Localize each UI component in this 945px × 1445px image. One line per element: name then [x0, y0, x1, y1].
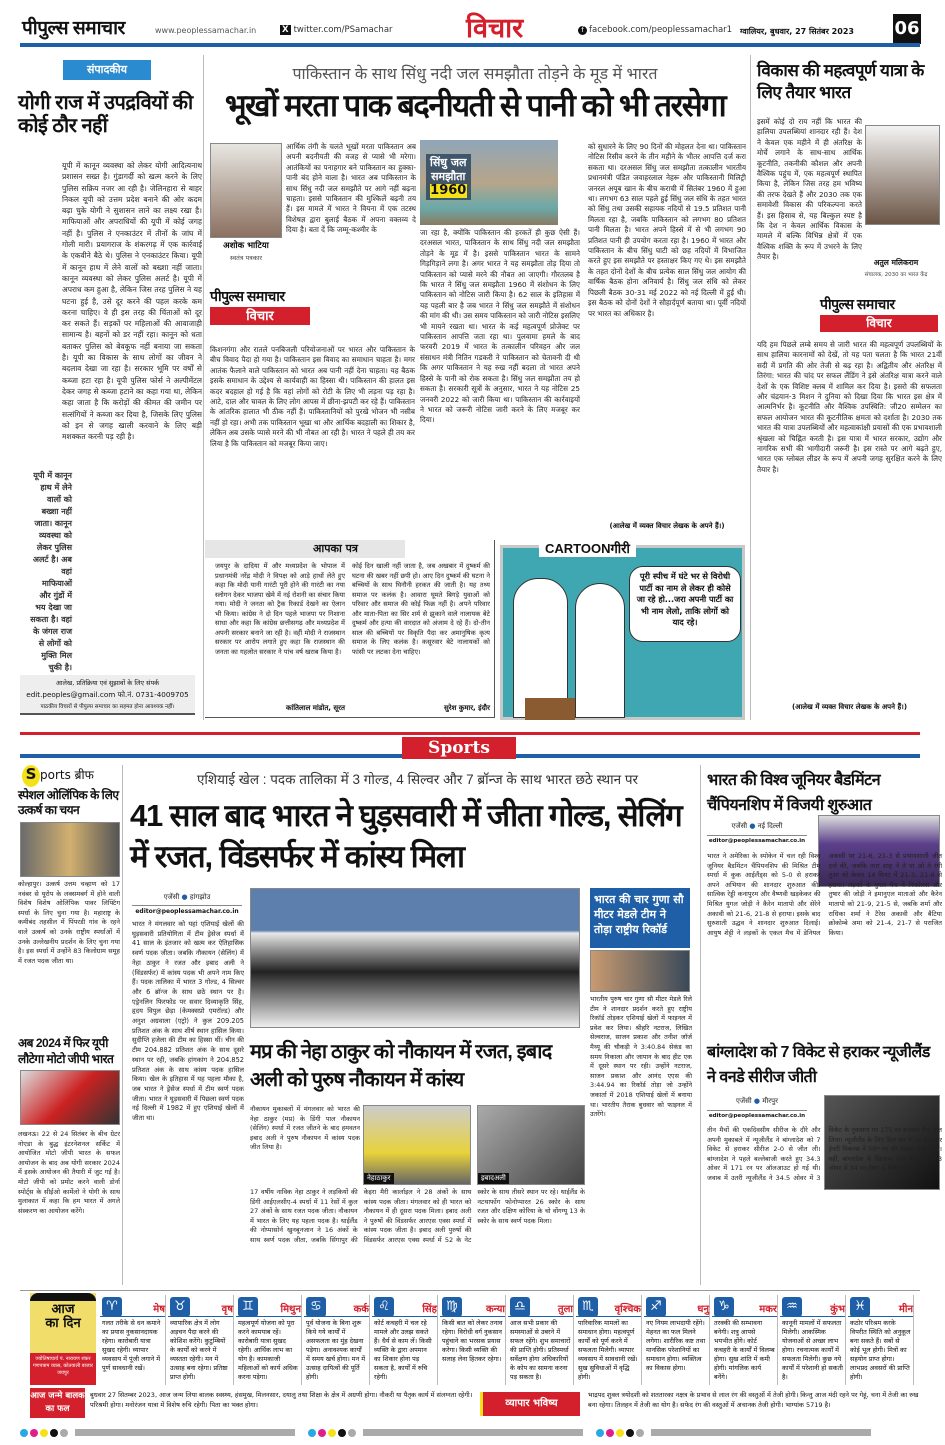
horoscope-sign: [848, 1295, 914, 1385]
right-body-2: यदि हम पिछले लम्बे समय से जारी भारत की महत्वपूर्ण उपलब्धियों के साथ हालिया कारनामों को देखें, तो यह पता चलता है कि भारत 21वीं सदी में प्रगति की ओर तेजी से बढ़ रहा है। अद्वितीय और अंतरिक्ष में तिरंगा: भारत की चांद पर सफल लैंडिंग ने इसे अंतरिक्ष यात्रा करने वाले देशों के एक विशिष्ट क्लब में शामिल कर दिया है। इसरो की सफलता और चंद्रयान-3 मिशन ने दुनिया को दिखा दिया कि भारत इस क्षेत्र में आत्मनिर्भर है। कूटनीति और वैश्विक उपस्थिति: जी20 सम्मेलन का सफल आयोजन भारत की कूटनीतिक क्षमता को दर्शाता है। 2030 तक भारत की यात्रा उपलब्धियों और महत्वाकांक्षी प्रयासों की एक प्रभावशाली श्रृंखला को चिह्नित करती है। इस यात्रा में भारत सरकार, उद्योग और नागरिक सभी की भागीदारी जरूरी है। इस रास्ते पर आगे बढ़ते हुए, भारत एक ग्लोबल लीडर के रूप में अपनी जगह सुरक्षित करने के लिए तैयार है।: [757, 340, 942, 474]
horoscope-sign: [168, 1295, 234, 1385]
masthead-logo: पीपुल्स समाचार: [22, 18, 125, 39]
sign-text: कानूनी मामलों में सफलता मिलेगी। आकस्मिक योजनाओं से अच्छा लाभ होगा। रचनात्मक कार्यों में सफलता मिलेगी। कुछ नये कार्यों में परेशानी हो सकती है।: [782, 1319, 843, 1381]
brief2-body: लखनऊ। 22 से 24 सितंबर के बीच ग्रेटर नोएडा के बुद्ध इंटरनेशनल सर्किट में आयोजित मोटो जीपी भारत के सफल आयोजन के बाद अब योगी सरकार 2024 में इसके आयोजन की तैयारी में जुट गई है। मोटो जीपी को प्रमोट करने वाली डोर्ना स्पोर्ट्स के सीईओ कार्मेलो ने योगी के साथ मुलाकात में कहा कि हम भारत में अगले संस्करण का आयोजन करेंगे।: [18, 1130, 120, 1215]
letter-1: जयपुर के दादिया में और मध्यप्रदेश के भोपाल में प्रधानमंत्री नरेंद्र मोदी ने विपक्ष को आड़े हाथों लेते हुए कहा कि मोदी यानी गारंटी पूरी होने की गारंटी का नया स्लोगन देकर भाजपा खेमे में नई रोशनी का संचार किया गया। मोदी ने जनता को ट्रैक रिकार्ड देखने का ऐलान भी किया। कांग्रेस ने दो दिन पहले भाजपा पर निशाना साधा और कहा कि कांग्रेस छत्तीसगढ़ और मध्यप्रदेश में अपनी सरकार बनाने जा रही है। वहीं मोदी ने राजस्थान सरकार पर आरोप लगाते हुए कहा कि राजस्थान की जनता का गहलोत सरकार ने पांच वर्ष खराब किया है।: [215, 562, 345, 656]
image-label-1: सिंधु जल: [430, 156, 467, 169]
page-number: 06: [893, 14, 921, 44]
lead-col3: को सुधारने के लिए 90 दिनों की मोहलत देना था। पाकिस्तान नोटिस रिसीव करने के तीन महीने के भीतर आपत्ति दर्ज करा सकता था। दरअसल सिंधु जल समझौता तत्कालीन भारतीय प्रधानमंत्री पंडित जवाहरलाल नेहरू और पाकिस्तानी मिलिट्री जनरल अयूब खान के बीच कराची में सितंबर 1960 में हुआ था। लगभग 63 साल पहले हुई सिंधु जल संधि के तहत भारत को सिंधु तथा उसकी सहायक नदियों से 19.5 प्रतिशत पानी मिलता रहा है, जबकि पाकिस्तान को लगभग 80 प्रतिशत पानी मिलता है। भारत अपने हिस्से में से भी लगभग 90 प्रतिशत पानी ही उपयोग करता रहा है। 1960 में भारत और पाकिस्तान के बीच सिंधु घाटी को छह नदियों में विभाजित करते हुए इस समझौते पर हस्ताक्षर किए गए थे। इस समझौते के तहत दोनों देशों के बीच प्रत्येक साल सिंधु जल आयोग की वार्षिक बैठक होना अनिवार्य है। सिंधु जल संधि को लेकर पिछली बैठक 30-31 मई 2022 को नई दिल्ली में हुई थी। इस बैठक को दोनों देशों ने सौहार्दपूर्ण बताया था। पूर्वी नदियों पर भारत का अधिकार है।: [588, 142, 746, 318]
child-label: आज जन्मे बालक का फल: [30, 1388, 85, 1418]
brief-label: ports ब्रीफ: [40, 768, 94, 782]
zodiac-icon: ♏: [578, 1297, 598, 1317]
horoscope-sign: [440, 1295, 506, 1385]
indus-river-image: [420, 140, 558, 225]
sign-name: वृष: [168, 1295, 233, 1317]
author-role: स्वतंत्र पत्रकार: [229, 254, 263, 262]
agency: एजेंसी: [731, 822, 748, 830]
horoscope-sign: [508, 1295, 574, 1385]
website-link[interactable]: www.peoplessamachar.in: [155, 26, 257, 35]
horoscope-sign: [712, 1295, 778, 1385]
child-text: बुधवार 27 सितम्बर 2023, आज जन्म लिया बालक स्वस्थ्य, हंसमुख, मिलनसार, दयालु तथा शिक्षा के क्षेत्र में अग्रणी होगा। नौकरी या पैतृक कार्य में संलग्नता रहेगी। परिश्रमी होगा। मनोरंजन यात्रा में विशेष रुचि रहेगी। पिता का भक्त होगा।: [90, 1391, 473, 1409]
horoscope-sign: [576, 1295, 642, 1385]
badminton-email[interactable]: editor@peoplessamachar.co.in: [707, 835, 807, 844]
image-year: 1960: [430, 183, 467, 198]
sign-text: तरक्की की सम्भावना बनेगी। शत्रु आपसे भयभीत होंगे। कोर्ट कचहरी के कार्यों में विलम्ब होगा। सुख शांति में कमी होगी। मांगलिक कार्य बनेंगे।: [714, 1319, 775, 1381]
zodiac-icon: ♈: [102, 1297, 122, 1317]
ibad-photo: [477, 1105, 585, 1185]
right-author-name: अतुल मलिकराम: [873, 258, 919, 267]
sign-name: तुला: [508, 1295, 573, 1317]
cartoon-panel: [500, 541, 745, 720]
horoscope-sign: [644, 1295, 710, 1385]
column-divider: [750, 55, 751, 720]
facebook-icon: f: [578, 26, 587, 35]
editorial-body: यूपी में कानून व्यवस्था को लेकर योगी आदित्यनाथ प्रशासन सख्त है। गुंडागर्दी को खत्म करने के लिए पुलिस सक्रिय नजर आ रही है। जेलिनहारा से बाहर निकल यूपी को उत्तम प्रदेश बनाने की ओर कदम बढ़ा चुके योगी ने सुशासन लाने का लक्ष्य रखा है। माफियाओं और अपराधियों की यूपी में कोई जगह नहीं है। पुलिस ने एनकाउंटर में तीनों के जांघ में गोली मारी। प्रयागराज के शंकरगढ़ में एक कार्रवाई के एकवीने बैठे थे। पुलिस ने एनकाउंटर किया। यूपी में कानून हाथ में लेने वालों को बख्शा नहीं जाता। कानून व्यवस्था को लेकर पुलिस अलर्ट है। यूपी में अपराध कम हुआ है, लेकिन जिस तरह पुलिस ने यह घटना हुई है, उसे दूर करने की पहल करके कम करना चाहिए। वे ही इस तरह की चिंताओं को दूर कर सकते हैं। सड़कों पर महिलाओं की आवाजाही सामान्य है। बहनों को डर नहीं रहा। कानून को धता बताकर पुलिस को बेवकूफ नहीं बनाया जा सकता है। यूपी का विकास के साथ लोगों का जीवन ने बदलाव देखा जा रहा है। सरकार भूमि पर वर्षों से कब्जा हटा रहा है। यूपी पुलिस फोर्स ने अल्पीमेंटल देकर जगह से कब्जा हटाने का कहा गया था, लेकिन कहा जाता है कि करोड़ों की कीमत की जमीन पर सत्संगियों ने कब्जा कर दिया है, जिसके लिए पुलिस को इन से जगह खाली करवाने के लिए बड़ी मशक्कत करनी पड़ रही है।: [62, 161, 202, 442]
agency: एजेंसी: [163, 893, 180, 901]
column-divider: [122, 765, 123, 1285]
sports-kicker: एशियाई खेल : पदक तालिका में 3 गोल्ड, 4 सिल्वर और 7 ब्रॉन्ज के साथ भारत छठे स्थान पर: [196, 772, 639, 787]
sports-section-label: Sports: [402, 737, 516, 759]
lead-headline: भूखों मरता पाक बदनीयती से पानी को भी तरसेगा: [224, 88, 726, 123]
x-icon: X: [282, 25, 289, 35]
ibad-caption: इबादअली: [478, 1173, 509, 1184]
right-headline: विकास की महत्वपूर्ण यात्रा के लिए तैयार भारत: [757, 61, 924, 102]
brief-s: S: [22, 765, 40, 787]
zodiac-icon: ♍: [442, 1297, 462, 1317]
speech-bubble: पूरी स्पीच में घंटे भर से विरोधी पार्टी का नाम ले लेकर ही कोसे जा रहे हो...जरा अपनी पार्टी का भी नाम लेलो, ताकि लोगों को याद रहे।: [629, 566, 741, 642]
letter-2: कोई दिन खाली नहीं जाता है, जब अखबार में दुष्कर्म की घटना की खबर नहीं छपी हो। आए दिन दुष्कर्म की घटना ने बच्चियों के साथ घिनौनी हरकत की जाती है। यह तथ्य समाज पर कलंक है। आवारा घूमते बिगड़े युवाओं को परिवार और समाज की कोई फिक्र नहीं है। अपने परिवार और माता-पिता का सिर शर्म से झुकाने वाले नालायक बेटे दुष्कर्म और हत्या की वारदात को अंजाम दे रहे हैं। दो-तीन साल की बच्चियों पर विकृति पैदा कर अमानुषिक कृत्य समाज के लिए कलंक है। कसूरवार बेटे नालायकों को फांसी पर लटका देना चाहिए।: [352, 562, 490, 656]
weightlifting-photo: [20, 822, 120, 877]
cricket-headline: बांग्लादेश को 7 विकेट से हराकर न्यूजीलैंड ने वनडे सीरीज जीती: [707, 1044, 930, 1086]
sign-text: किसी बात को लेकर तनाव रहेगा। विरोधी वर्ग नुकसान पहुंचाने का भरसक प्रयास करेगा। किसी व्यक्ति की सलाह लेना हितकर रहेगा।: [442, 1319, 503, 1363]
badminton-dateline: एजेंसी ● नई दिल्ली: [731, 822, 783, 830]
column-divider: [203, 55, 204, 720]
city: मीरपुर: [762, 1097, 778, 1105]
zodiac-icon: ♒: [782, 1297, 802, 1317]
badge-logo: पीपुल्स समाचार: [820, 296, 895, 312]
sign-name: कन्या: [440, 1295, 505, 1317]
sign-text: आज सभी प्रकार की समस्याओं से उबरने में सफल रहेंगे। शुभ समाचारों की प्राप्ति होगी। प्रतिस्पर्धा सर्वेक्षण होगा अधिकारियों के कोप का सामना करना पड़ सकता है।: [510, 1319, 571, 1381]
sign-text: नए नियम लाभदायी रहेंगे। मेहनत का फल मिलने लगेगा। शारीरिक कष्ट तथा मानसिक परेशानियों का समाधान होगा। व्यक्तित्व का विकास होगा।: [646, 1319, 706, 1372]
horoscope-sign: [304, 1295, 370, 1385]
badge-logo: पीपुल्स समाचार: [210, 288, 285, 304]
author-photo-right: [865, 125, 940, 225]
editorial-pullquote: यूपी में कानून हाथ में लेने वालों को बख्शा नहीं जाता। कानून व्यवस्था को लेकर पुलिस अलर्ट है। अब वहां माफियाओं और गुंडों में भय देखा जा सकता है। वहां के जंगल राज से लोगों को मुक्ति मिल चुकी है।: [30, 471, 72, 672]
sign-name: कर्क: [304, 1295, 369, 1317]
contact-email[interactable]: edit.peoples@gmail.com फो.नं. 0731-4009705: [26, 690, 189, 699]
cartoon-title: CARTOONगीरी: [539, 539, 636, 557]
disclaimer: पाठकीय विचारों से पीपुल्स समाचार का सहमत होना आवश्यक नहीं।: [40, 704, 175, 710]
neha-caption: नेहाठाकुर: [364, 1173, 394, 1184]
cricket-body: तीन मैचों की एकदिवसीय सीरीज के दौरे और अपनी मुकाबले में न्यूजीलैंड ने बांग्लादेश को 7 विकेट से हराकर सीरीज 2-0 से जीत ली। बांग्लादेश ने पहले बल्लेबाजी करते हुए 34.3 ओवर में 171 रन पर ऑलआउट हो गई थी। जवाब में उतरी न्यूजीलैंड ने 34.5 ओवर में 3 विकेट के नुकसान पर 175 रन बनाकर मैच जीत लिया। न्यूजीलैंड के लिए विल यंग ने 70 रन और हेनरी निकल्स ने 50* रन की नाबाद पारी खेली। वहीं, बांग्लादेश के खिलाफ ऐडम मिल्न ने 6.3 ओवर में 34 रन देकर 4 विकेट लिए।: [707, 1126, 942, 1182]
badge-label: विचार: [210, 307, 310, 325]
facebook-handle: facebook.com/peoplessamachar1: [589, 25, 733, 35]
lead-footer: (आलेख में व्यक्त विचार लेखक के अपने हैं।): [609, 522, 725, 530]
contact-box: [20, 675, 195, 715]
facebook-link[interactable]: [578, 25, 732, 35]
sign-name: मिथुन: [236, 1295, 301, 1317]
right-author-role: संचालक, 2030 का भारत केंद्र: [864, 272, 928, 278]
sign-text: कठोर परिश्रम करके विपरीत स्थिति को अनुकूल बना सकते हैं। सबों से कोई भूल होगी। मित्रों का सहयोग प्राप्त होगा। लाभप्रद अवसरों की प्राप्ति होगी।: [850, 1319, 911, 1381]
vichar-badge-right: [820, 295, 938, 332]
aaj-ka-din-box: [30, 1293, 96, 1385]
sign-name: मीन: [848, 1295, 913, 1317]
aaj-ka-din-title: आज का दिन: [45, 1302, 81, 1331]
horoscope-sign: [236, 1295, 302, 1385]
letter-1-signature: कांतिलाल मांडोत, सूरत: [286, 704, 345, 712]
cartoon-politician-2: [575, 583, 625, 718]
twitter-link[interactable]: [280, 25, 393, 35]
box-top: [30, 1293, 96, 1301]
author-photo: [210, 143, 282, 238]
sports-email[interactable]: editor@peoplessamachar.co.in: [132, 905, 242, 915]
lead-col1: आर्थिक तंगी के चलते भूखों मरता पाकिस्तान अब अपनी बदनीयती की वजह से प्यासे भी मरेगा। आतंकियों का पनाहगार बने पाकिस्तान का हुक्का-पानी बंद होने वाला है। भारत अब पाकिस्तान के साथ सिंधु नदी जल समझौते पर आगे नहीं बढ़ना चाहता। इससे पाकिस्तान की मुश्किलें बढ़नी तय हैं। इस मामले में भारत ने वियना में एक तटस्थ विशेषज्ञ द्वारा बुलाई बैठक में अपना वक्तव्य दे दिया है। बता दें कि जम्मू-कश्मीर के: [286, 142, 416, 235]
cricket-email[interactable]: editor@peoplessamachar.co.in: [707, 1110, 807, 1119]
sports-headline: 41 साल बाद भारत ने घुड़सवारी में जीता गोल्ड, सेलिंग में रजत, विंडसर्फर में कांस्य मिला: [130, 798, 682, 874]
agency: एजेंसी: [736, 1097, 752, 1105]
business-label: व्यापार भविष्य: [480, 1392, 580, 1416]
astrologer-credit: ज्योतिषाचार्य पं. नारायण शंकर गणपत्राम व्यास, कोतवाली बाजार जयपुर: [30, 1353, 96, 1385]
header-rule: [20, 43, 920, 47]
city: नई दिल्ली: [757, 822, 783, 830]
zodiac-icon: ♐: [646, 1297, 666, 1317]
sign-text: पूर्व योजना के बिना शुरू किये गये कार्यों में असफलता का मुंह देखना पड़ेगा। अनावश्यक कार्यों में समय खर्च होगा। मन में उत्साह दायित्वों की पूर्ति होगी।: [306, 1319, 366, 1381]
motogp-photo: [20, 1070, 120, 1125]
lead-kicker: पाकिस्तान के साथ सिंधु नदी जल समझौता तोड़ने के मूड में भारत: [292, 66, 658, 83]
section-title: विचार: [466, 13, 524, 43]
badminton-headline: भारत की विश्व जूनियर बैडमिंटन चैंपियनशिप में विजयी शुरुआत: [707, 772, 881, 814]
city: हांगझोउ: [189, 893, 211, 901]
zodiac-icon: ♓: [850, 1297, 870, 1317]
print-registration-marks: [20, 1422, 925, 1432]
neha-photo: [363, 1105, 471, 1185]
cricket-dateline: एजेंसी ● मीरपुर: [736, 1097, 778, 1105]
editorial-tag: संपादकीय: [63, 60, 151, 80]
medley-headline: भारत की चार गुणा सौ मीटर मेडले टीम ने तोड़ा राष्ट्रीय रिकॉर्ड: [590, 888, 690, 948]
letter-2-signature: सुरेश कुमार, इंदौर: [444, 704, 490, 712]
sign-name: वृश्चिक: [576, 1295, 641, 1317]
zodiac-icon: ♌: [374, 1297, 394, 1317]
badminton-body: भारत ने अमेरिका के स्पोकेन में चल रही विश्व जूनियर बैडमिंटन चैंपियनशिप की मिश्रित टीम स्पर्धा में कुक आईलैंड्स को 5-0 से हराकर अपने अभियान की शानदार शुरुआत की। सात्विक रेड्डी कनापुरम और वैष्णवी खड़केकर की मिश्रित युगल जोड़ी ने कैरेन मातापो और सेरेने अकावी को 21-6, 21-8 से हराया। इसके बाद सुरुशाती उद्धव ने शानदार शुरुआत दिलाई। आयुष शेट्टी ने लड़कों के एकल मैच में डेनियल अकावी पर 21-6, 21-3 से प्रभावशाली जीत दर्ज की, जबकि तारा शाह ने ते पा ओ ते रंगी तुआ को केवल 14 मिनट में 21-3, 21-6 से हराया। लड़कों के युगल मैच में निकोलस और तुषार की जोड़ी ने इमानुएल माताओ और कैरेन मातापो को 21-9, 21-5 से, जबकि शर्मा और राधिका शर्मा ने टैरेस अकावी और बैटिया क्रोकोम्बे अमा को 21-4, 21-7 से पराजित किया।: [707, 852, 942, 937]
sports-brief-label: [22, 765, 94, 787]
horoscope-rule: [20, 1290, 920, 1291]
lead-col1b: किशनगंगा और रातले पनबिजली परियोजनाओं पर भारत और पाकिस्तान के बीच विवाद पैदा हो गया है। पाकिस्तान इस विवाद का समाधान चाहता है। मगर आतंक फैलाने वाले पाकिस्तान को भारत अब पानी नहीं देना चाहता। यह बैठक इसके समाधान के उद्देश्य से कार्यवाही का हिस्सा थी। पाकिस्तान की हालत इस कदर बदहाल हो गई है कि वहां लोगों को रोटी के लिए भी लड़ना पड़ रहा है। आटे, दाल और चावल के लिए लोग आपस में छीना-झपटी कर रहे हैं। पाकिस्तान के आंतरिक हालात भी ठीक नहीं हैं। पाकिस्तानियों को पुरखे भोजन भी नसीब नहीं हो रहा। अभी तक पाकिस्तान भूखा था और आर्थिक बदहाली का शिकार है, लेकिन अब उसके प्यासे मरने की भी नौबत आ रही है। भारत ने पहले ही तय कर लिया है कि पाकिस्तान को मजबूर किया जाए।: [210, 345, 415, 448]
zodiac-icon: ♋: [306, 1297, 326, 1317]
sign-text: गलत तरीके से धन कमाने का प्रयास नुकसानदायक रहेगा। कारोबारी यात्रा सुखद रहेगी। व्यापार व्यवसाय में पूंजी लगाने में पूर्ण सावधानी रखें।: [102, 1319, 161, 1372]
swimmers-photo: [590, 950, 690, 992]
sign-text: महत्वपूर्ण योजना को पूरा करने कामयाब रहें। कारोबारी यात्रा सुखद रहेगी। आर्थिक लाभ का योग है। कामकाजी महिलाओं को कार्य अधिक करना पड़ेगा।: [238, 1319, 298, 1381]
sign-text: पारिवारिक मामलों का समाधान होगा। महत्वपूर्ण कार्यों को पूर्ण करने में सफलता मिलेगी। व्यापार व्यवसाय में सावधानी रखें। सुख सुविधाओं में वृद्धि होगी।: [578, 1319, 638, 1381]
neha-headline: मप्र की नेहा ठाकुर को नौकायन में रजत, इबाद अली को पुरुष नौकायन में कांस्य: [250, 1041, 552, 1091]
contact-label: आलेख, प्रतिक्रिया एवं सुझावों के लिए संपर्क: [55, 679, 160, 687]
neha-intro: नौकायन मुकाबलों में मंगलवार को भारत की नेहा ठाकुर (मप्र) के डिंगी पाल नौकायन (सेलिंग) स्पर्धा में रजत जीतने के बाद हमवतन इबाद अली ने पुरुष नौकायन में कांस्य पदक जीत लिया है।: [250, 1105, 360, 1151]
sign-name: मेष: [100, 1295, 165, 1317]
brief1-body: कोल्हापुर। उत्कर्ष उत्तम चव्हाण को 17 नवंबर से यूरोप के लक्समबर्ग में होने वाली विशेष विशेष ओलिंपिक पावर लिफ्टिंग स्पर्धा के लिए चुना गया है। महाराष्ट्र के कमीबंद तहसील में पिंपरडी गांव के रहने वाले उत्कर्ष को उनके राष्ट्रीय स्पर्धाओं में उनके उल्लेखनीय प्रदर्शन के लिए चुना गया है। इस स्पर्धा में उन्होंने 83 किलोग्राम समूह में रजत पदक जीता था।: [18, 880, 120, 965]
right-body-1: इसमें कोई दो राय नहीं कि भारत की हालिया उपलब्धियां शानदार रही हैं। देश ने केवल एक महीने में ही अंतरिक्ष के मोर्चे लगाने के साथ-साथ आर्थिक कूटनीति, तकनीकी कौशल और अपनी वैश्विक पहुंच में, एक महत्वपूर्ण स्थापित किया है, लेकिन जिस तरह हम भविष्य की तरफ देखते हैं और 2030 तक एक समावेशी विकास की परिकल्पना करते हैं। इस हिसाब से, यह बिल्कुल स्पष्ट है कि देश न केवल आर्थिक विकास के मामले में बल्कि विभिन्न क्षेत्रों में एक वैश्विक शक्ति के रूप में उभरने के लिए तैयार है।: [757, 117, 862, 262]
sign-name: कुंभ: [780, 1295, 845, 1317]
dateline: ग्वालियर, बुधवार, 27 सितंबर 2023: [740, 27, 854, 36]
sign-text: कोर्ट कचहरी में चल रहे मामले और उलझ सकते हैं। धैर्य से काम लें। किसी व्यक्ति के द्वारा अपमान का शिकार होना पड़ सकता है, कार्यों में रुचि रहेगी।: [374, 1319, 432, 1381]
brief1-headline: स्पेशल ओलिंपिक के लिए उत्कर्ष का चयन: [18, 788, 119, 817]
author-name: अशोक भाटिया: [223, 241, 269, 251]
horoscope-sign: [100, 1295, 166, 1385]
sign-name: धनु: [644, 1295, 709, 1317]
zodiac-icon: ♊: [238, 1297, 258, 1317]
right-footer: (आलेख में व्यक्त विचार लेखक के अपने हैं।): [791, 703, 908, 711]
badge-label: विचार: [820, 315, 938, 332]
zodiac-icon: ♑: [714, 1297, 734, 1317]
letters-title: आपका पत्र: [205, 540, 405, 558]
lead-col2: जा रहा है, क्योंकि पाकिस्तान की हरकतें ही कुछ ऐसी हैं। दरअसल भारत, पाकिस्तान के साथ सिंधु नदी जल समझौता तोड़ने के मूड में है। इससे पाकिस्तान भारत के सामने गिड़गिड़ाने लगा है। अगर भारत ने यह समझौता तोड़ दिया तो पाकिस्तान को प्यासे मरने की नौबत आ जाएगी। गौरतलब है कि भारत ने सिंधु जल समझौता 1960 में संशोधन के लिए पाकिस्तान को नोटिस जारी किया है। 62 साल के इतिहास में यह पहली बार है जब भारत ने सिंधु जल समझौते में संशोधन की मांग की थी। उस समय पाकिस्तान को जारी नोटिस इसलिए भी मायने रखता था। भारत के कई महत्वपूर्ण प्रोजेक्ट पर पाकिस्तान आपत्ति जता रहा था। पुलवामा हमले के बाद फरवरी 2019 में भारत के तत्कालीन परिवहन और जल संसाधन मंत्री नितिन गडकरी ने पाकिस्तान को चेतावनी दी थी कि अगर पाकिस्तान ने यह रुख नहीं बदला तो भारत अपने हिस्से के पानी को रोक सकता है। सिंधु जल समझौता तय हो सकता है। सरकारी सूत्रों के अनुसार, भारत ने यह नोटिस 25 जनवरी 2022 को जारी किया था। पाकिस्तान की कार्रवाइयों ने भारत को जरूरी नोटिस जारी करने के लिए मजबूर कर दिया।: [420, 228, 580, 425]
horoscope-sign: [372, 1295, 438, 1385]
column-divider: [700, 765, 701, 1285]
sports-lead-body: भारत ने मंगलवार को यहां एशियाई खेलों की घुड़सवारी प्रतियोगिता में टीम ड्रेसेज स्पर्धा में 41 साल के इंतजार को खत्म कर ऐतिहासिक स्वर्ण पदक जीता। जबकि नौकायन (सेलिंग) में नेहा ठाकुर ने रजत और इबाद अली ने (विंडसर्फर) में कांस्य पदक भी अपने नाम किए हैं। पदक तालिका में भारत 3 गोल्ड, 4 सिल्वर और 6 ब्रॉन्ज के साथ छठे स्थान पर है। एड्रेनलिन फिरफोड पर सवार दिव्याकृति सिंह, हृदय विपुल छेड़ा (केमक्सप्रो एमरॉल्ड) और अनुश अग्रवाला (एट्रो) ने कुल 209.205 प्रतिशत अंक के साथ शीर्ष स्थान हासिल किया। सुदीप्ति हजेला की टीम का हिस्सा थीं। चीन की टीम 204.882 प्रतिशत अंक के साथ दूसरे स्थान पर रही, जबकि हांगकांग ने 204.852 प्रतिशत अंक के साथ कांस्य पदक हासिल किया। खेल के इतिहास में यह पहला मौका है, जब भारत ने ड्रेसेज स्पर्धा में टीम स्वर्ण पदक जीता। भारत ने घुड़सवारी में पिछला स्वर्ण पदक नई दिल्ली में 1982 में हुए एशियाई खेलों में जीता था।: [132, 920, 244, 1123]
image-label-2: समझौता: [431, 170, 466, 183]
sign-text: व्यापारिक क्षेत्र में लोग अड़चन पैदा करने की कोशिश करेंगे। कुटुम्बियों के कार्यों को करने में व्यस्तता रहेगी। मन में उत्साह बना रहेगा। प्रतिष्ठा प्राप्त होगी।: [170, 1319, 228, 1381]
sign-name: मकर: [712, 1295, 777, 1317]
image-overlay: [426, 154, 471, 200]
horoscope-sign: [780, 1295, 846, 1385]
medley-body: भारतीय पुरुष चार गुणा सौ मीटर मेडले रिले टीम ने शानदार प्रदर्शन करते हुए राष्ट्रीय रिकॉर्ड तोड़कर एशियाई खेलों में फाइनल में प्रवेश कर लिया। श्रीहरि नटराज, लिखित सेल्वराज, साजन प्रकाश और तनीश जॉर्ज मैथ्यू की चौकड़ी ने 3:40.84 सेकंड का समय निकाला और जापान के बाद हीट एक में दूसरे स्थान पर रही। उन्होंने नटराज, साजन प्रकाश और आनंद एएस की 3:44.94 का रिकॉर्ड तोड़ा जो उन्होंने जकार्ता में 2018 एशियाई खेलों में बनाया था। भारतीय तैराक बुधवार को फाइनल में उतरेंगे।: [590, 995, 692, 1119]
neha-body: 17 वर्षीय नाविक नेहा ठाकुर ने लड़कियों की डिंगी आईएलसीए-4 स्पर्धा में 11 रेसों में कुल 27 अंकों के साथ रजत पदक जीता। नौकायन में भारत के लिए यह पहला पदक है। थाईलैंड की नोप्पासोर्न खुनबूनजान ने 16 अंकों के साथ स्वर्ण पदक जीता, जबकि सिंगापुर की केइरा मैरी कार्लाइल ने 28 अंकों के साथ कांस्य पदक जीता। मंगलवार को ही भारत को नौकायन में ही दूसरा पदक मिला। इबाद अली ने पुरुषों की विंडसर्फर आरएस एक्स स्पर्धा में कांस्य पदक जीता है। इबाद अली पुरुषों की विंडसर्फर आरएस एक्स स्पर्धा में 52 के नेट स्कोर के साथ तीसरे स्थान पर रहे। थाईलैंड के नटथाफोंग फोनोप्पारत 26 स्कोर के साथ रजत और दक्षिण कोरिया के चो वोंगग्यू 13 के स्कोर के साथ स्वर्ण पदक मिला।: [250, 1188, 585, 1244]
zodiac-icon: ♎: [510, 1297, 530, 1317]
sports-dateline: एजेंसी ● हांगझोउ: [163, 893, 211, 901]
sign-name: सिंह: [372, 1295, 437, 1317]
brief2-headline: अब 2024 में फिर यूपी लौटेगा मोटो जीपी भारत: [18, 1036, 114, 1066]
equestrian-team-photo: [250, 888, 580, 1028]
cartoon-podium: [525, 698, 575, 720]
twitter-handle: twitter.com/PSamachar: [293, 25, 393, 35]
zodiac-icon: ♉: [170, 1297, 190, 1317]
business-text: भाद्रपद शुक्ल त्रयोदशी को शततारका नक्षत्र के प्रभाव से लाल रंग की वस्तुओं में तेजी होगी। किन्तु आज मंदी रहने पर गेहूं, चना में तेजी का रुख बना रहेगा। तिलहन में तेजी का योग है। सफेद रंग की वस्तुओं में अचानक तेजी होगी। भाग्यांक 5719 है।: [588, 1391, 919, 1409]
editorial-headline: योगी राज में उपद्रवियों की कोई ठौर नहीं: [18, 92, 193, 137]
sports-top-rule: [20, 732, 920, 735]
cartoon-politician-1: [513, 578, 568, 718]
